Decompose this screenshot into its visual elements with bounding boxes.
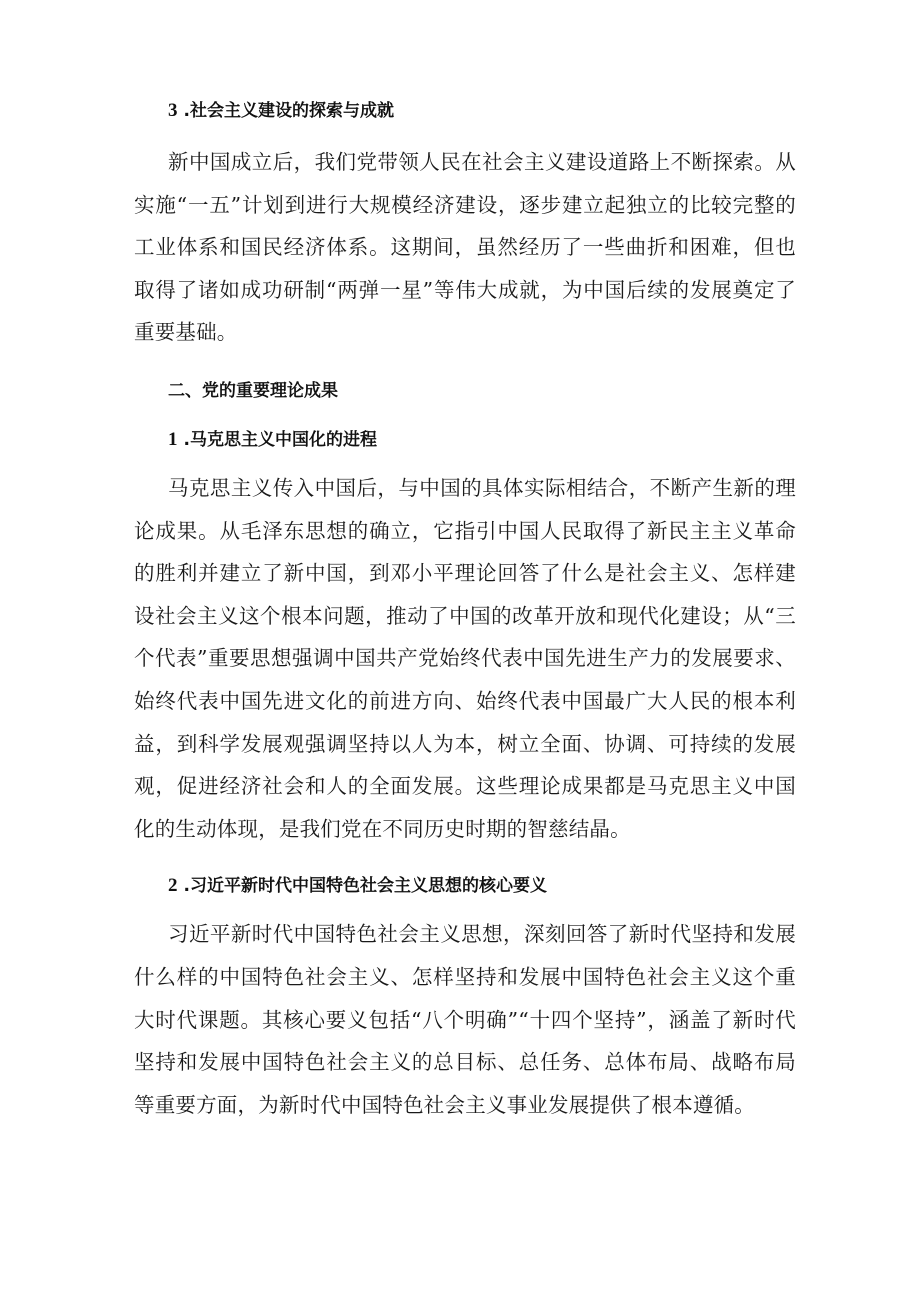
paragraph-socialist-construction bbox=[134, 141, 796, 354]
subsection-title: .马克思主义中国化的进程 bbox=[183, 429, 377, 450]
subsection-number: 1 bbox=[168, 428, 178, 450]
section-heading-two bbox=[168, 378, 796, 404]
paragraph-text: 新中国成立后，我们党带领人民在社会主义建设道路上不断探索。从实施“一五”计划到进行大规模经济建设，逐步建立起独立的比较完整的工业体系和国民经济体系。这期间，虽然经历了一些曲折和困难，但也取得了诸如成功研制“两弹一星”等伟大成就，为中国后续的发展奠定了重要基础。 bbox=[134, 150, 796, 345]
subsection-heading-1 bbox=[168, 427, 796, 453]
section-title: 二、党的重要理论成果 bbox=[168, 380, 338, 401]
subsection-title: .习近平新时代中国特色社会主义思想的核心要义 bbox=[183, 876, 547, 897]
subsection-heading-2 bbox=[168, 873, 796, 899]
document-body bbox=[134, 98, 796, 1126]
paragraph-xi-thought bbox=[134, 913, 796, 1126]
subsection-number: 2 bbox=[168, 875, 178, 897]
paragraph-text: 马克思主义传入中国后，与中国的具体实际相结合，不断产生新的理论成果。从毛泽东思想的确立，它指引中国人民取得了新民主主义革命的胜利并建立了新中国，到邓小平理论回答了什么是社会主义、怎样建设社会主义这个根本问题，推动了中国的改革开放和现代化建设；从“三个代表”重要思想强调中国共产党始终代表中国先进生产力的发展要求、始终代表中国先进文化的前进方向、始终代表中国最广大人民的根本利益，到科学发展观强调坚持以人为本，树立全面、协调、可持续的发展观，促进经济社会和人的全面发展。这些理论成果都是马克思主义中国化的生动体现，是我们党在不同历史时期的智慈结晶。 bbox=[134, 475, 796, 841]
section-number: 3 bbox=[168, 100, 178, 121]
section-title: .社会主义建设的探索与成就 bbox=[183, 101, 394, 121]
paragraph-text: 习近平新时代中国特色社会主义思想，深刻回答了新时代坚持和发展什么样的中国特色社会主义、怎样坚持和发展中国特色社会主义这个重大时代课题。其核心要义包括“八个明确”“十四个坚持”，涵盖了新时代坚持和发展中国特色社会主义的总目标、总任务、总体布局、战略布局等重要方面，为新时代中国特色社会主义事业发展提供了根本遵循。 bbox=[134, 922, 796, 1117]
section-heading-3 bbox=[168, 98, 796, 124]
paragraph-marxism-sinicization bbox=[134, 467, 796, 850]
